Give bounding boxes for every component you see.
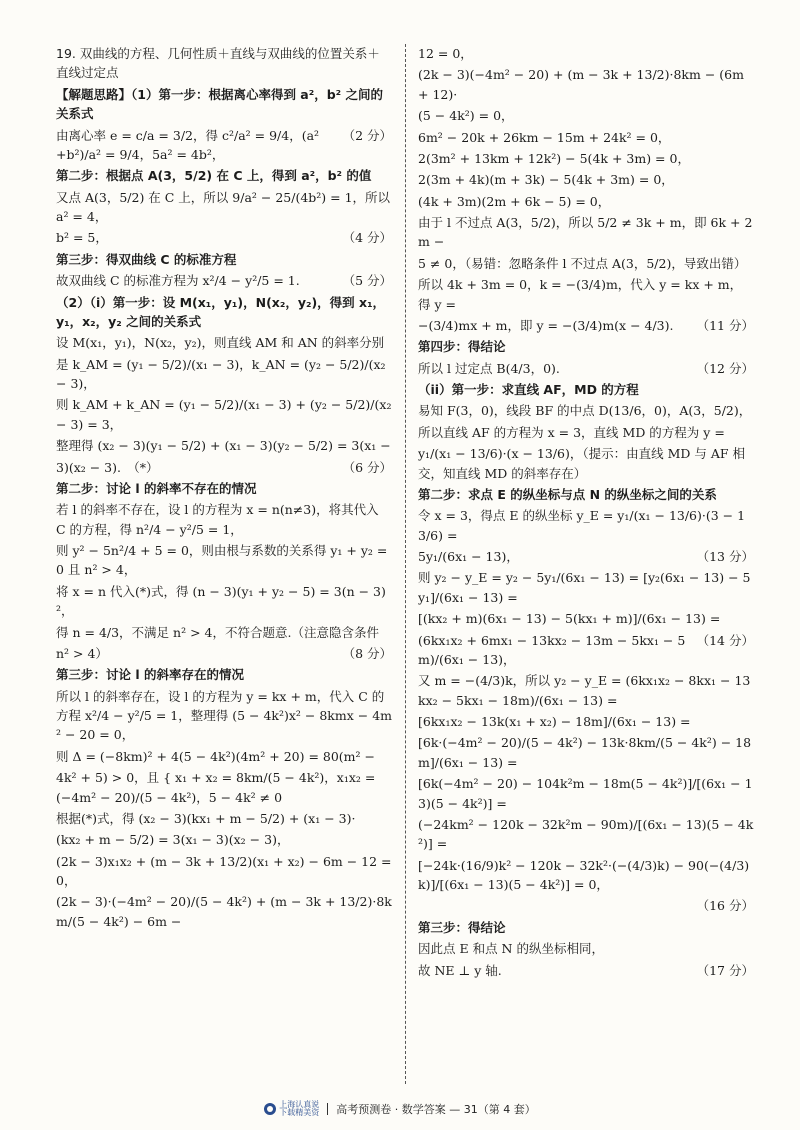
step-heading: 第三步：得结论	[418, 919, 506, 935]
solution-line: (2k − 3)x₁x₂ + (m − 3k + 13/2)(x₁ + x₂) − 6m − 12 = 0，	[56, 853, 392, 888]
solution-line: 则 y² − 5n²/4 + 5 = 0，则由根与系数的关系得 y₁ + y₂ = 0 且 n² > 4，	[56, 543, 388, 578]
score-mark: （16 分）	[696, 898, 754, 914]
solution-line: 若 l 的斜率不存在，设 l 的方程为 x = n(n≠3)，将其代入 C 的方程，得 n²/4 − y²/5 = 1，	[56, 502, 379, 537]
solution-line: 所以 l 的斜率存在，设 l 的方程为 y = kx + m，代入 C 的方程 x²/4 − y²/5 = 1，整理得 (5 − 4k²)x² − 8kmx − 4m² − 20 = 0，	[56, 688, 392, 743]
scored-line	[56, 458, 392, 477]
step-heading: （2）（i）第一步：设 M(x₁，y₁)，N(x₂，y₂)，得到 x₁，y₁，x₂，y₂ 之间的关系式	[56, 294, 386, 329]
scored-line	[418, 547, 754, 566]
score-mark: （14 分）	[696, 632, 754, 648]
solution-text: (6kx₁x₂ + 6mx₁ − 13kx₂ − 13m − 5kx₁ − 5m)/(6x₁ − 13)，	[418, 632, 686, 667]
solution-line: (2k − 3)(−4m² − 20) + (m − 3k + 13/2)·8km − (6m + 12)·	[418, 67, 744, 102]
solution-line: 易知 F(3，0)，线段 BF 的中点 D(13/6，0)，A(3，5/2)，	[418, 403, 752, 419]
footer-text: 高考预测卷 · 数学答案 — 31（第 4 套）	[336, 1103, 536, 1116]
score-mark: （6 分）	[342, 459, 392, 475]
solution-line: [(kx₂ + m)(6x₁ − 13) − 5(kx₁ + m)]/(6x₁ − 13) =	[418, 611, 721, 627]
solution-line: 12 = 0，	[418, 46, 473, 61]
question-title: 19. 双曲线的方程、几何性质＋直线与双曲线的位置关系＋直线过定点	[56, 46, 380, 81]
page-footer	[0, 1098, 800, 1120]
solution-line: 得 n = 4/3，不满足 n² > 4，不符合题意.（注意隐含条件	[56, 624, 379, 640]
score-mark: （2 分）	[342, 127, 392, 143]
footer-separator	[327, 1103, 328, 1115]
solution-line: 2(3m + 4k)(m + 3k) − 5(4k + 3m) = 0，	[418, 172, 674, 188]
solution-line: 令 x = 3，得点 E 的纵坐标 y_E = y₁/(x₁ − 13/6)·(3 − 13/6) =	[418, 508, 746, 543]
scored-line	[56, 126, 392, 165]
solution-line: 设 M(x₁，y₁)，N(x₂，y₂)，则直线 AM 和 AN 的斜率分别	[56, 335, 385, 351]
score-mark: （4 分）	[342, 230, 392, 246]
score-mark: （11 分）	[696, 317, 754, 333]
solution-line: [−24k·(16/9)k² − 120k − 32k²·(−(4/3)k) − 90(−(4/3)k)]/[(6x₁ − 13)(5 − 4k²)] = 0，	[418, 857, 750, 892]
solution-text: 所以 l 过定点 B(4/3，0).	[418, 360, 560, 376]
right-column	[418, 44, 754, 1082]
solution-line: (kx₂ + m − 5/2) = 3(x₁ − 3)(x₂ − 3)，	[56, 832, 290, 848]
solution-line: y₁/(x₁ − 13/6)·(x − 13/6)，（提示：由直线 MD 与 AF 相交，知直线 MD 的斜率存在）	[418, 446, 746, 481]
solution-line: 又 m = −(4/3)k，所以 y₂ − y_E = (6kx₁x₂ − 8kx₁ − 13kx₂ − 5kx₁ − 18m)/(6x₁ − 13) =	[418, 673, 751, 708]
step-heading: 第二步：讨论 l 的斜率不存在的情况	[56, 480, 257, 496]
solution-line: 所以直线 AF 的方程为 x = 3，直线 MD 的方程为 y =	[418, 424, 725, 440]
solution-line: 又点 A(3，5/2) 在 C 上，所以 9/a² − 25/(4b²) = 1，所以 a² = 4，	[56, 189, 391, 224]
solution-line: 将 x = n 代入(*)式，得 (n − 3)(y₁ + y₂ − 5) = 3(n − 3)²，	[56, 583, 386, 619]
logo-line1: 上海认真说	[279, 1099, 320, 1109]
solution-text: 故 NE ⊥ y 轴.	[418, 962, 502, 978]
step-heading: 第二步：求点 E 的纵坐标与点 N 的纵坐标之间的关系	[418, 486, 717, 502]
solution-line: (2k − 3)·(−4m² − 20)/(5 − 4k²) + (m − 3k + 13/2)·8km/(5 − 4k²) − 6m −	[56, 894, 392, 929]
solution-line: 由于 l 不过点 A(3，5/2)，所以 5/2 ≠ 3k + m，即 6k + 2m −	[418, 215, 753, 250]
solution-line: [6k·(−4m² − 20)/(5 − 4k²) − 13k·8km/(5 − 4k²) − 18m]/(6x₁ − 13) =	[418, 735, 752, 770]
solution-line: 则 y₂ − y_E = y₂ − 5y₁/(6x₁ − 13) = [y₂(6x₁ − 13) − 5y₁]/(6x₁ − 13) =	[418, 570, 751, 605]
scored-line	[418, 631, 754, 670]
solution-text: 由离心率 e = c/a = 3/2，得 c²/a² = 9/4，(a²+b²)/a² = 9/4，5a² = 4b²，	[56, 127, 320, 162]
scored-line	[418, 961, 754, 980]
score-mark: （8 分）	[342, 645, 392, 661]
scored-line	[56, 228, 392, 247]
solution-line: 是 k_AM = (y₁ − 5/2)/(x₁ − 3)，k_AN = (y₂ − 5/2)/(x₂ − 3)，	[56, 356, 386, 391]
step-heading: （ii）第一步：求直线 AF，MD 的方程	[418, 382, 639, 397]
solution-line: 6m² − 20k + 26km − 15m + 24k² = 0，	[418, 129, 671, 145]
logo-line2: 下载精美资	[279, 1108, 320, 1117]
solution-line: 2(3m² + 13km + 12k²) − 5(4k + 3m) = 0，	[418, 150, 690, 166]
score-mark: （13 分）	[696, 549, 754, 564]
scored-line	[418, 316, 754, 335]
scored-line	[418, 896, 754, 915]
solution-line: 5 ≠ 0，（易错：忽略条件 l 不过点 A(3，5/2)，导致出错）	[418, 255, 747, 271]
solution-line: (5 − 4k²) = 0，	[418, 108, 514, 124]
step-heading: 第三步：得双曲线 C 的标准方程	[56, 251, 237, 267]
column-divider	[405, 44, 406, 1084]
solution-text: 5y₁/(6x₁ − 13)，	[418, 549, 519, 564]
solution-line: [6k(−4m² − 20) − 104k²m − 18m(5 − 4k²)]/[(6x₁ − 13)(5 − 4k²)] =	[418, 776, 753, 811]
solution-line: [6kx₁x₂ − 13k(x₁ + x₂) − 18m]/(6x₁ − 13) =	[418, 714, 691, 729]
scored-line	[56, 271, 392, 290]
scored-line	[418, 359, 754, 378]
solution-line: (4k + 3m)(2m + 6k − 5) = 0，	[418, 193, 611, 209]
solution-line: 整理得 (x₂ − 3)(y₁ − 5/2) + (x₁ − 3)(y₂ − 5/2) = 3(x₁ −	[56, 438, 391, 454]
solution-line: 则 k_AM + k_AN = (y₁ − 5/2)/(x₁ − 3) + (y₂ − 5/2)/(x₂ − 3) = 3，	[56, 397, 392, 432]
solution-line: 根据(*)式，得 (x₂ − 3)(kx₁ + m − 5/2) + (x₁ − 3)·	[56, 810, 356, 826]
solution-text: 故双曲线 C 的标准方程为 x²/4 − y²/5 = 1.	[56, 273, 300, 289]
solution-line: 则 Δ = (−8km)² + 4(5 − 4k²)(4m² + 20) = 80(m² −	[56, 748, 375, 764]
score-mark: （17 分）	[696, 962, 754, 978]
left-column	[56, 44, 392, 1082]
step-heading: 第二步：根据点 A(3，5/2) 在 C 上，得到 a²，b² 的值	[56, 168, 372, 184]
step-heading: 第三步：讨论 l 的斜率存在的情况	[56, 667, 244, 683]
solution-text: 3)(x₂ − 3). （*）	[56, 459, 159, 475]
solution-text: −(3/4)mx + m，即 y = −(3/4)m(x − 4/3).	[418, 317, 674, 333]
scored-line	[56, 644, 392, 663]
publisher-logo	[264, 1101, 319, 1118]
solution-text: b² = 5，	[56, 230, 108, 246]
solution-text: n² > 4）	[56, 645, 108, 661]
solution-line: 因此点 E 和点 N 的纵坐标相同，	[418, 941, 604, 957]
score-mark: （12 分）	[696, 360, 754, 376]
step-heading: 【解题思路】（1）第一步：根据离心率得到 a²，b² 之间的关系式	[56, 86, 383, 122]
solution-line: 4k² + 5) > 0，且 { x₁ + x₂ = 8km/(5 − 4k²)，x₁x₂ = (−4m² − 20)/(5 − 4k²)，5 − 4k² ≠ 0	[56, 770, 376, 805]
logo-icon	[264, 1103, 276, 1115]
solution-line: (−24km² − 120k − 32k²m − 90m)/[(6x₁ − 13)(5 − 4k²)] =	[418, 816, 754, 852]
step-heading: 第四步：得结论	[418, 339, 506, 355]
solution-line: 所以 4k + 3m = 0，k = −(3/4)m，代入 y = kx + m，得 y =	[418, 277, 743, 312]
score-mark: （5 分）	[342, 273, 392, 289]
